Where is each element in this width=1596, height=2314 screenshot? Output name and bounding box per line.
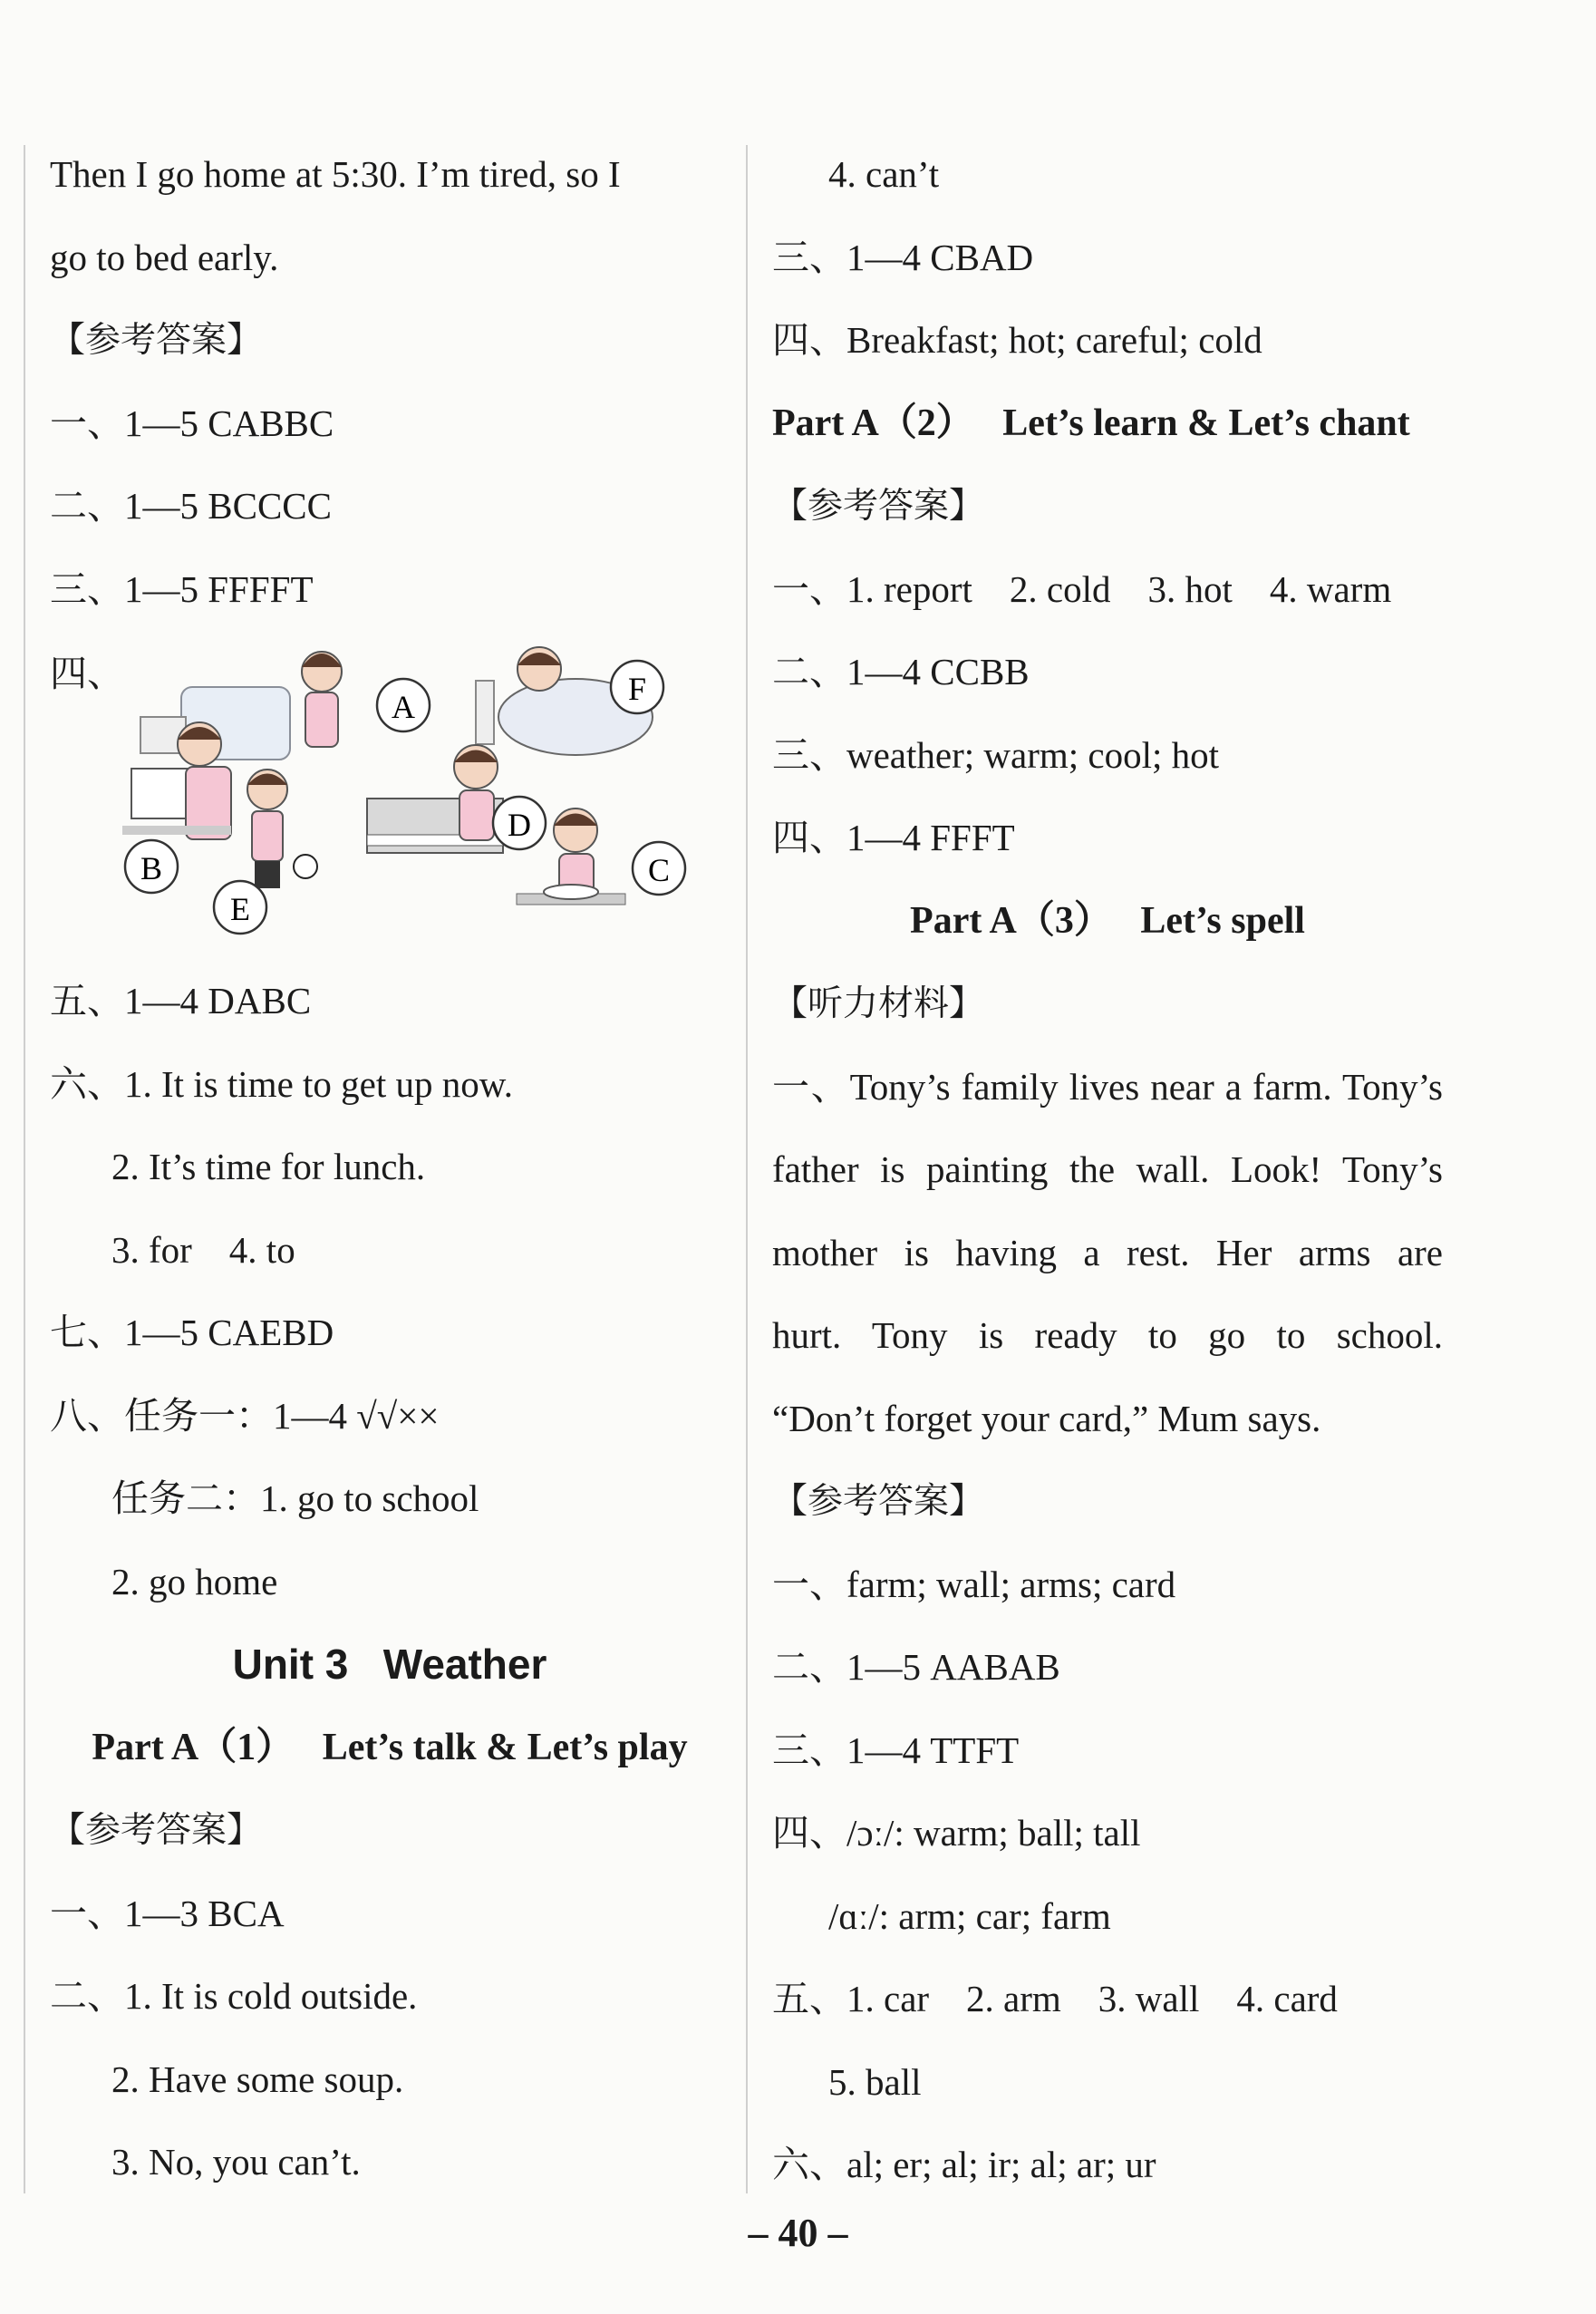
a2-answer-er: 二、1—4 CCBB <box>772 651 1030 692</box>
intro-line-1: Then I go home at 5:30. I’m tired, so I <box>50 153 621 195</box>
answer-heading-4: 【参考答案】 <box>772 1481 985 1522</box>
answer-qi: 七、1—5 CAEBD <box>50 1312 334 1353</box>
listening-line-5: “Don’t forget your card,” Mum says. <box>772 1397 1321 1439</box>
a3-answer-san: 三、1—4 TTFT <box>772 1728 1020 1771</box>
answer-san: 三、1—5 FFFFT <box>50 567 314 610</box>
scene-piano <box>367 745 503 853</box>
answer-wu: 五、1—4 DABC <box>50 980 312 1021</box>
listening-heading: 【听力材料】 <box>772 983 985 1024</box>
answer-ba-task2-2: 2. go home <box>111 1560 278 1602</box>
part-a2-title: Part A（2） Let’s learn & Let’s chant <box>772 402 1410 444</box>
left-margin-rule <box>24 145 25 2193</box>
answer-si-label: 四、 <box>50 653 124 694</box>
label-e-marker <box>214 881 266 934</box>
answer-liu-3: 3. for 4. to <box>111 1228 295 1271</box>
scene-wake-up <box>140 652 342 760</box>
label-a-marker <box>377 679 430 731</box>
part-a1-title: Part A（1） Let’s talk & Let’s play <box>92 1726 688 1768</box>
cont-4: 4. can’t <box>828 153 940 195</box>
answer-si-picture <box>50 631 730 960</box>
u3-answer-er-1: 二、1. It is cold outside. <box>50 1975 418 2017</box>
a3-answer-yi: 一、farm; wall; arms; card <box>772 1563 1176 1605</box>
page-number: – 40 – <box>748 2211 848 2255</box>
part-a3-title: Part A（3） Let’s spell <box>910 899 1305 942</box>
daily-activity-illustration <box>104 631 702 939</box>
r-answer-si: 四、Breakfast; hot; careful; cold <box>772 319 1262 361</box>
a2-answer-san: 三、weather; warm; cool; hot <box>772 733 1220 776</box>
left-column <box>50 133 730 2204</box>
unit-title: Unit 3 Weather <box>232 1641 547 1688</box>
a3-answer-wu-2: 5. ball <box>828 2060 922 2103</box>
answer-ba-task1: 八、任务一：1—4 √√×× <box>50 1394 440 1437</box>
answer-heading: 【参考答案】 <box>50 320 263 361</box>
a2-answer-yi: 一、1. report 2. cold 3. hot 4. warm <box>772 567 1392 610</box>
label-d-marker <box>493 797 546 849</box>
u3-answer-er-2: 2. Have some soup. <box>111 2057 404 2100</box>
right-column <box>772 133 1443 2207</box>
u3-answer-yi: 一、1—3 BCA <box>50 1892 285 1934</box>
answer-heading-3: 【参考答案】 <box>772 486 985 527</box>
answer-heading-2: 【参考答案】 <box>50 1810 263 1851</box>
answer-liu-2: 2. It’s time for lunch. <box>111 1146 426 1187</box>
label-f-marker <box>611 661 663 713</box>
label-f: F <box>627 671 647 707</box>
label-c: C <box>647 852 671 888</box>
listening-line-2: father is painting the wall. Look! Tony’s <box>772 1148 1443 1190</box>
u3-answer-er-3: 3. No, you can’t. <box>111 2141 361 2183</box>
a3-answer-er: 二、1—5 AABAB <box>772 1646 1060 1688</box>
answer-er: 二、1—5 BCCCC <box>50 485 332 527</box>
answer-ba-task2: 任务二：1. go to school <box>111 1477 479 1519</box>
column-divider <box>746 145 748 2193</box>
a3-answer-liu: 六、al; er; al; ir; al; ar; ur <box>772 2144 1156 2185</box>
r-answer-san: 三、1—4 CBAD <box>772 236 1034 278</box>
listening-line-4: hurt. Tony is ready to go to school. <box>772 1314 1443 1356</box>
a3-answer-si-2: /ɑː/: arm; car; farm <box>828 1894 1111 1937</box>
label-c-marker <box>633 842 685 895</box>
label-d: D <box>508 807 531 843</box>
label-b-marker <box>125 840 178 893</box>
listening-line-3: mother is having a rest. Her arms are <box>772 1231 1443 1273</box>
listening-line-1: 一、Tony’s family lives near a farm. Tony’s <box>772 1065 1443 1108</box>
intro-line-2: go to bed early. <box>50 236 279 278</box>
label-b: B <box>140 850 163 886</box>
label-e: E <box>230 891 250 927</box>
label-a: A <box>392 689 415 725</box>
answer-liu-1: 六、1. It is time to get up now. <box>50 1062 513 1105</box>
a3-answer-wu-1: 五、1. car 2. arm 3. wall 4. card <box>772 1978 1338 2019</box>
answer-yi: 一、1—5 CABBC <box>50 402 334 444</box>
scene-football <box>247 770 317 888</box>
a2-answer-si: 四、1—4 FFFT <box>772 817 1015 858</box>
a3-answer-si-1: 四、/ɔː/: warm; ball; tall <box>772 1812 1141 1854</box>
